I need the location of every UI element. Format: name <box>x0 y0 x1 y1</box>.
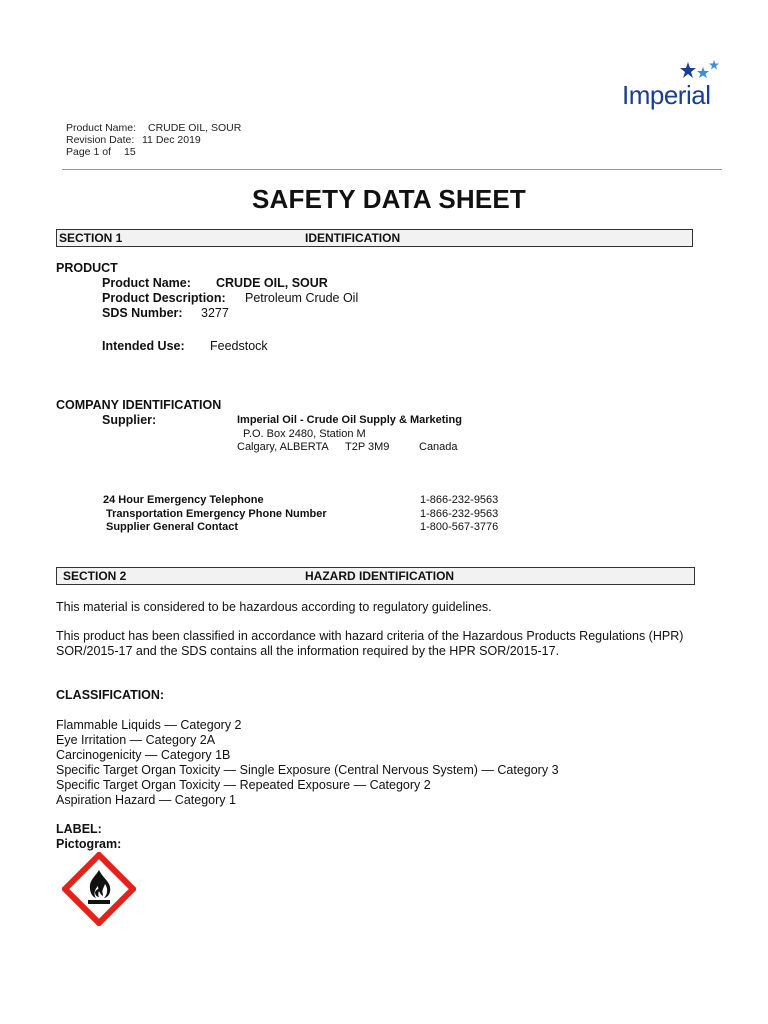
supplier-name: Imperial Oil - Crude Oil Supply & Marketing <box>237 414 462 426</box>
label-heading: LABEL: <box>56 822 102 836</box>
product-name-label: Product Name: <box>102 276 191 290</box>
contact-value: 1-866-232-9563 <box>420 508 499 520</box>
classification-item: Carcinogenicity — Category 1B <box>56 748 231 762</box>
contact-value: 1-866-232-9563 <box>420 494 499 506</box>
flame-icon <box>62 852 136 926</box>
contact-label: Supplier General Contact <box>106 521 239 533</box>
classification-item: Eye Irritation — Category 2A <box>56 733 216 747</box>
product-description-label: Product Description: <box>102 291 226 305</box>
header-page-label: Page 1 of <box>66 146 111 158</box>
contact-value: 1-800-567-3776 <box>420 521 499 533</box>
hazard-paragraph-1: This material is considered to be hazardous according to regulatory guidelines. <box>56 600 492 614</box>
supplier-postal-code: T2P 3M9 <box>345 441 390 453</box>
supplier-address: P.O. Box 2480, Station M <box>243 428 366 440</box>
product-heading: PRODUCT <box>56 261 118 275</box>
header-divider <box>62 169 722 170</box>
logo-wordmark: Imperial <box>622 80 711 110</box>
intended-use-label: Intended Use: <box>102 339 185 353</box>
classification-item: Aspiration Hazard — Category 1 <box>56 793 236 807</box>
contact-label: Transportation Emergency Phone Number <box>106 508 327 520</box>
classification-item: Flammable Liquids — Category 2 <box>56 718 242 732</box>
section-2-title: HAZARD IDENTIFICATION <box>305 569 455 583</box>
section-1-label: SECTION 1 <box>59 231 123 245</box>
contact-label: 24 Hour Emergency Telephone <box>103 494 264 506</box>
product-name-value: CRUDE OIL, SOUR <box>216 276 328 290</box>
sds-number-value: 3277 <box>201 306 229 320</box>
section-1-header <box>56 229 693 247</box>
hazard-paragraph-2-line-2: SOR/2015-17 and the SDS contains all the information required by the HPR SOR/2015-17. <box>56 644 560 658</box>
supplier-city: Calgary, ALBERTA <box>237 441 329 453</box>
sds-number-label: SDS Number: <box>102 306 183 320</box>
header-product-name-value: CRUDE OIL, SOUR <box>148 122 242 134</box>
product-description-value: Petroleum Crude Oil <box>245 291 359 305</box>
supplier-country: Canada <box>419 441 458 453</box>
classification-heading: CLASSIFICATION: <box>56 688 165 702</box>
flame-pictogram <box>62 852 136 926</box>
classification-item: Specific Target Organ Toxicity — Single Exposure (Central Nervous System) — Category 3 <box>56 763 559 777</box>
supplier-label: Supplier: <box>102 413 157 427</box>
header-page-total: 15 <box>124 146 136 158</box>
section-2-header <box>56 567 695 585</box>
imperial-logo <box>622 58 722 110</box>
header-revision-label: Revision Date: <box>66 134 135 146</box>
section-2-label: SECTION 2 <box>63 569 127 583</box>
document-title: SAFETY DATA SHEET <box>251 184 526 214</box>
pictogram-heading: Pictogram: <box>56 837 122 851</box>
section-1-title: IDENTIFICATION <box>305 231 401 245</box>
intended-use-value: Feedstock <box>210 339 268 353</box>
header-product-name-label: Product Name: <box>66 122 137 134</box>
classification-item: Specific Target Organ Toxicity — Repeated Exposure — Category 2 <box>56 778 431 792</box>
company-identification-heading: COMPANY IDENTIFICATION <box>56 398 222 412</box>
hazard-paragraph-2-line-1: This product has been classified in accordance with hazard criteria of the Hazardous Products Regulations (HPR) <box>56 629 684 643</box>
header-revision-value: 11 Dec 2019 <box>142 134 201 146</box>
